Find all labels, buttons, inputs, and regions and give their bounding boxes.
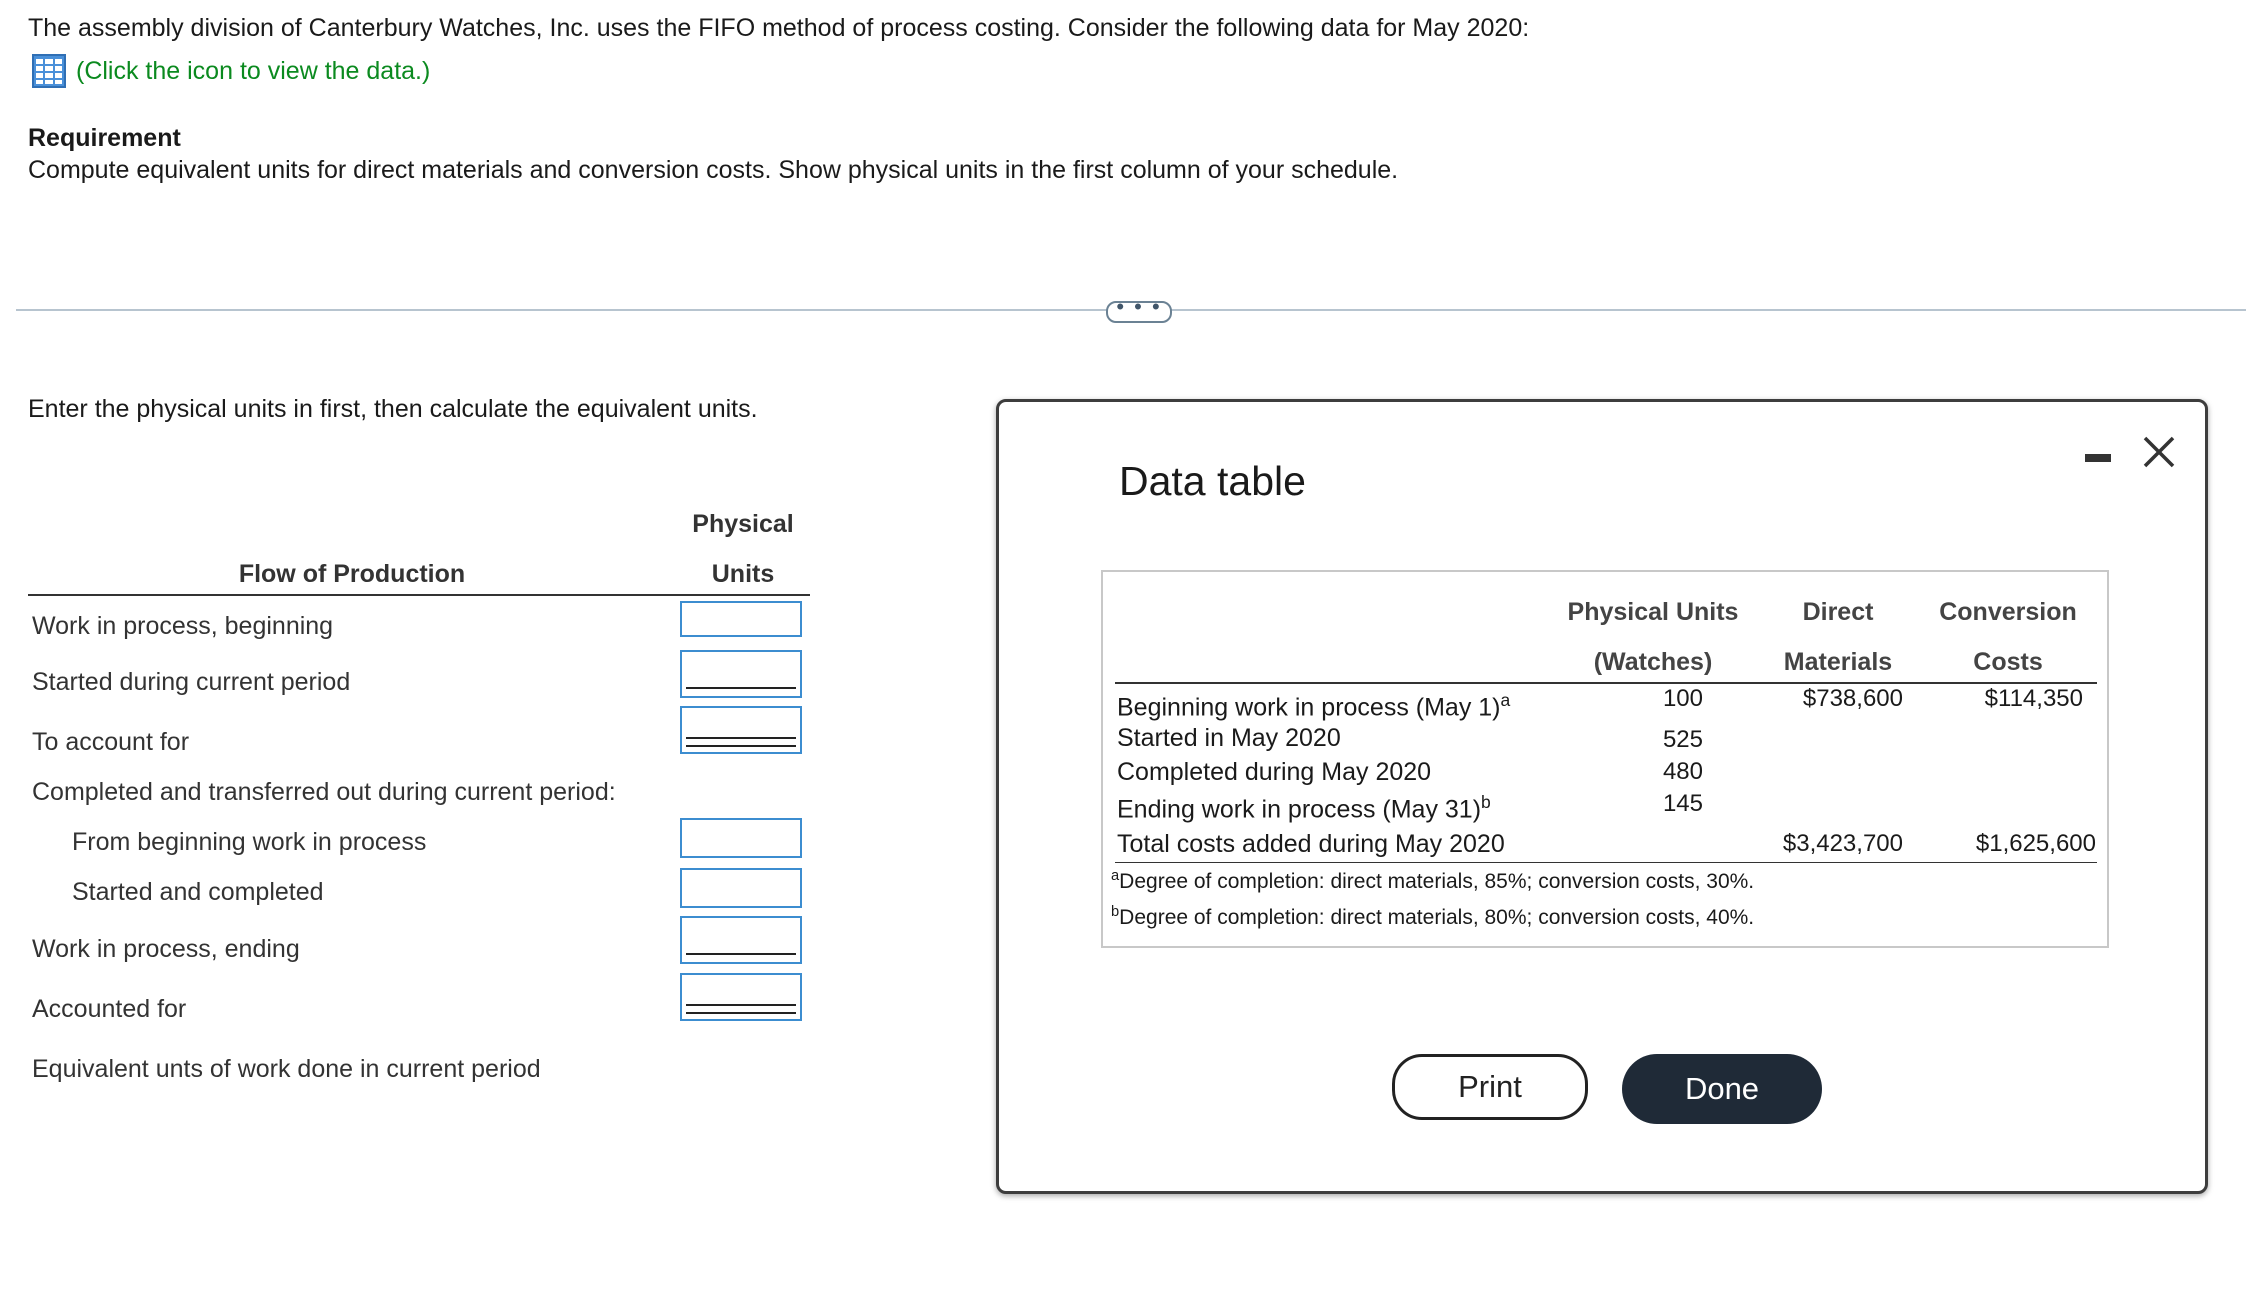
data-table: [1101, 570, 2109, 948]
done-button[interactable]: Done: [1622, 1054, 1822, 1124]
total-underline: [1115, 862, 2097, 863]
minimize-icon[interactable]: [2085, 454, 2111, 462]
ending-units-value: 145: [1662, 790, 1703, 817]
row-started-completed-label: Started and completed: [72, 878, 324, 906]
physical-units-header-line1: Physical: [692, 510, 794, 538]
footnote-b: $^b$Degree of completion: direct materials, 80%; conversion costs, 40%.: [1111, 904, 1755, 929]
row-started-label: Started during current period: [32, 668, 351, 696]
expand-ellipsis-button[interactable]: • • •: [1106, 301, 1172, 323]
col-physical-units-line1: Physical Units: [1567, 598, 1739, 626]
completed-label: Completed during May 2020: [1117, 758, 1432, 786]
col-conversion-costs-line1: Conversion: [1939, 598, 2077, 626]
header-rule: [28, 594, 810, 596]
footnote-a: $^a$Degree of completion: direct materials, 85%; conversion costs, 30%.: [1111, 868, 1755, 893]
accounted-for-units-input[interactable]: [680, 973, 802, 1021]
col-conversion-costs-line2: Costs: [1973, 648, 2043, 676]
started-label: Started in May 2020: [1117, 724, 1341, 752]
col-direct-materials-line2: Materials: [1783, 648, 1893, 676]
beginning-units-value: 100: [1662, 685, 1703, 712]
row-completed-header-label: Completed and transferred out during current period:: [32, 778, 616, 806]
beginning-wip-label: Beginning work in process (May 1)$^a$: [1117, 690, 1511, 722]
beginning-dm-value: $738,600: [1802, 685, 1903, 712]
view-data-link-text[interactable]: (Click the icon to view the data.): [76, 56, 431, 85]
col-direct-materials-line1: Direct: [1802, 598, 1874, 626]
total-cc-value: $1,625,600: [1975, 830, 2096, 857]
row-to-account-label: To account for: [32, 728, 190, 756]
completed-units-value: 480: [1662, 758, 1703, 785]
question-intro: The assembly division of Canterbury Watches, Inc. uses the FIFO method of process costing. Consider the following data for May 2020:: [28, 14, 1530, 42]
print-button[interactable]: Print: [1392, 1054, 1588, 1120]
dialog-title: Data table: [1119, 458, 1306, 504]
total-costs-label: Total costs added during May 2020: [1117, 830, 1505, 858]
schedule-instruction: Enter the physical units in first, then calculate the equivalent units.: [28, 395, 758, 423]
table-grid-icon[interactable]: [32, 54, 66, 88]
data-table-dialog: [996, 399, 2208, 1194]
view-data-link[interactable]: [32, 54, 430, 88]
requirement-text: Compute equivalent units for direct materials and conversion costs. Show physical units in the first column of your schedule.: [28, 156, 1399, 184]
beginning-cc-value: $114,350: [1984, 685, 2083, 712]
row-accounted-label: Accounted for: [32, 995, 187, 1023]
close-icon[interactable]: [2139, 432, 2179, 472]
started-units-value: 525: [1662, 726, 1703, 753]
row-wip-beginning-label: Work in process, beginning: [32, 612, 334, 640]
col-physical-units-line2: (Watches): [1593, 648, 1713, 676]
row-equivalent-units-label: Equivalent unts of work done in current period: [32, 1055, 541, 1083]
requirement-title: Requirement: [28, 124, 181, 152]
flow-of-production-header: Flow of Production: [238, 560, 466, 588]
total-dm-value: $3,423,700: [1782, 830, 1903, 857]
header-underline: [1115, 682, 2097, 684]
started-completed-units-input[interactable]: [680, 868, 802, 908]
started-units-input[interactable]: [680, 650, 802, 698]
wip-beginning-units-input[interactable]: [680, 601, 802, 637]
ending-wip-label: Ending work in process (May 31)$^b$: [1117, 792, 1491, 824]
row-from-beginning-label: From beginning work in process: [72, 828, 427, 856]
wip-ending-units-input[interactable]: [680, 916, 802, 964]
to-account-for-units-input[interactable]: [680, 706, 802, 754]
row-wip-ending-label: Work in process, ending: [32, 935, 300, 963]
from-beginning-units-input[interactable]: [680, 818, 802, 858]
physical-units-header-line2: Units: [711, 560, 775, 588]
